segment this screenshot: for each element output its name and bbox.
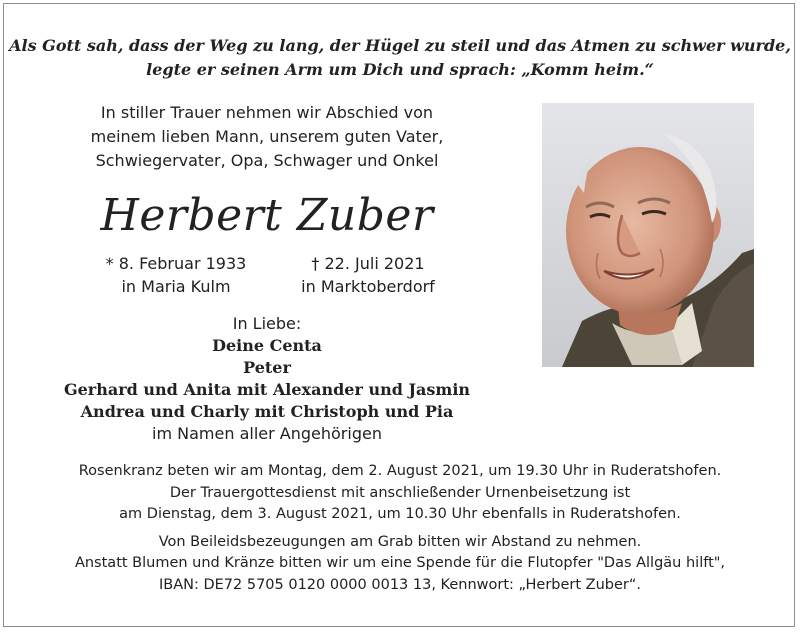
- service-info: [0, 461, 800, 553]
- intro-text: [62, 101, 472, 173]
- motto-line: legte er seinen Arm um Dich und sprach: „Komm heim.“: [146, 60, 654, 79]
- intro-line: In stiller Trauer nehmen wir Abschied von: [100, 103, 434, 122]
- death-date: † 22. Juli 2021: [311, 254, 425, 273]
- death-place: in Marktoberdorf: [301, 277, 435, 296]
- intro-line: Schwiegervater, Opa, Schwager und Onkel: [95, 151, 439, 170]
- mourner-name: Deine Centa: [212, 336, 322, 355]
- portrait-illustration: [542, 103, 754, 367]
- service-line: Von Beileidsbezeugungen am Grab bitten wir Abstand zu nehmen.: [158, 533, 642, 550]
- service-line: Der Trauergottesdienst mit anschließender Urnenbeisetzung ist: [169, 484, 631, 501]
- intro-line: meinem lieben Mann, unserem guten Vater,: [90, 127, 444, 146]
- birth-info: [76, 252, 276, 298]
- service-line: Rosenkranz beten wir am Montag, dem 2. August 2021, um 19.30 Uhr in Ruderatshofen.: [78, 463, 722, 479]
- service-line: am Dienstag, dem 3. August 2021, um 10.30 Uhr ebenfalls in Ruderatshofen.: [119, 506, 681, 522]
- mourner-name: Gerhard und Anita mit Alexander und Jasmin: [63, 380, 471, 399]
- motto-line: Als Gott sah, dass der Weg zu lang, der Hügel zu steil und das Atmen zu schwer wurde,: [9, 36, 791, 55]
- mourners-list: [62, 313, 472, 445]
- donation-info: [0, 553, 800, 596]
- mourners-heading: In Liebe:: [232, 314, 302, 333]
- mourner-name: Peter: [243, 358, 291, 377]
- donation-line: Anstatt Blumen und Kränze bitten wir um eine Spende für die Flutopfer "Das Allgäu hilft",: [74, 555, 726, 571]
- donation-line: IBAN: DE72 5705 0120 0000 0013 13, Kennwort: „Herbert Zuber“.: [158, 576, 642, 593]
- death-info: [268, 252, 468, 298]
- mourners-closing: im Namen aller Angehörigen: [152, 424, 382, 443]
- motto-quote: [0, 34, 800, 82]
- birth-place: in Maria Kulm: [121, 277, 231, 296]
- deceased-name: Herbert Zuber: [100, 190, 434, 241]
- mourner-name: Andrea und Charly mit Christoph und Pia: [80, 402, 454, 421]
- portrait-photo: [542, 103, 754, 367]
- birth-date: * 8. Februar 1933: [105, 254, 247, 273]
